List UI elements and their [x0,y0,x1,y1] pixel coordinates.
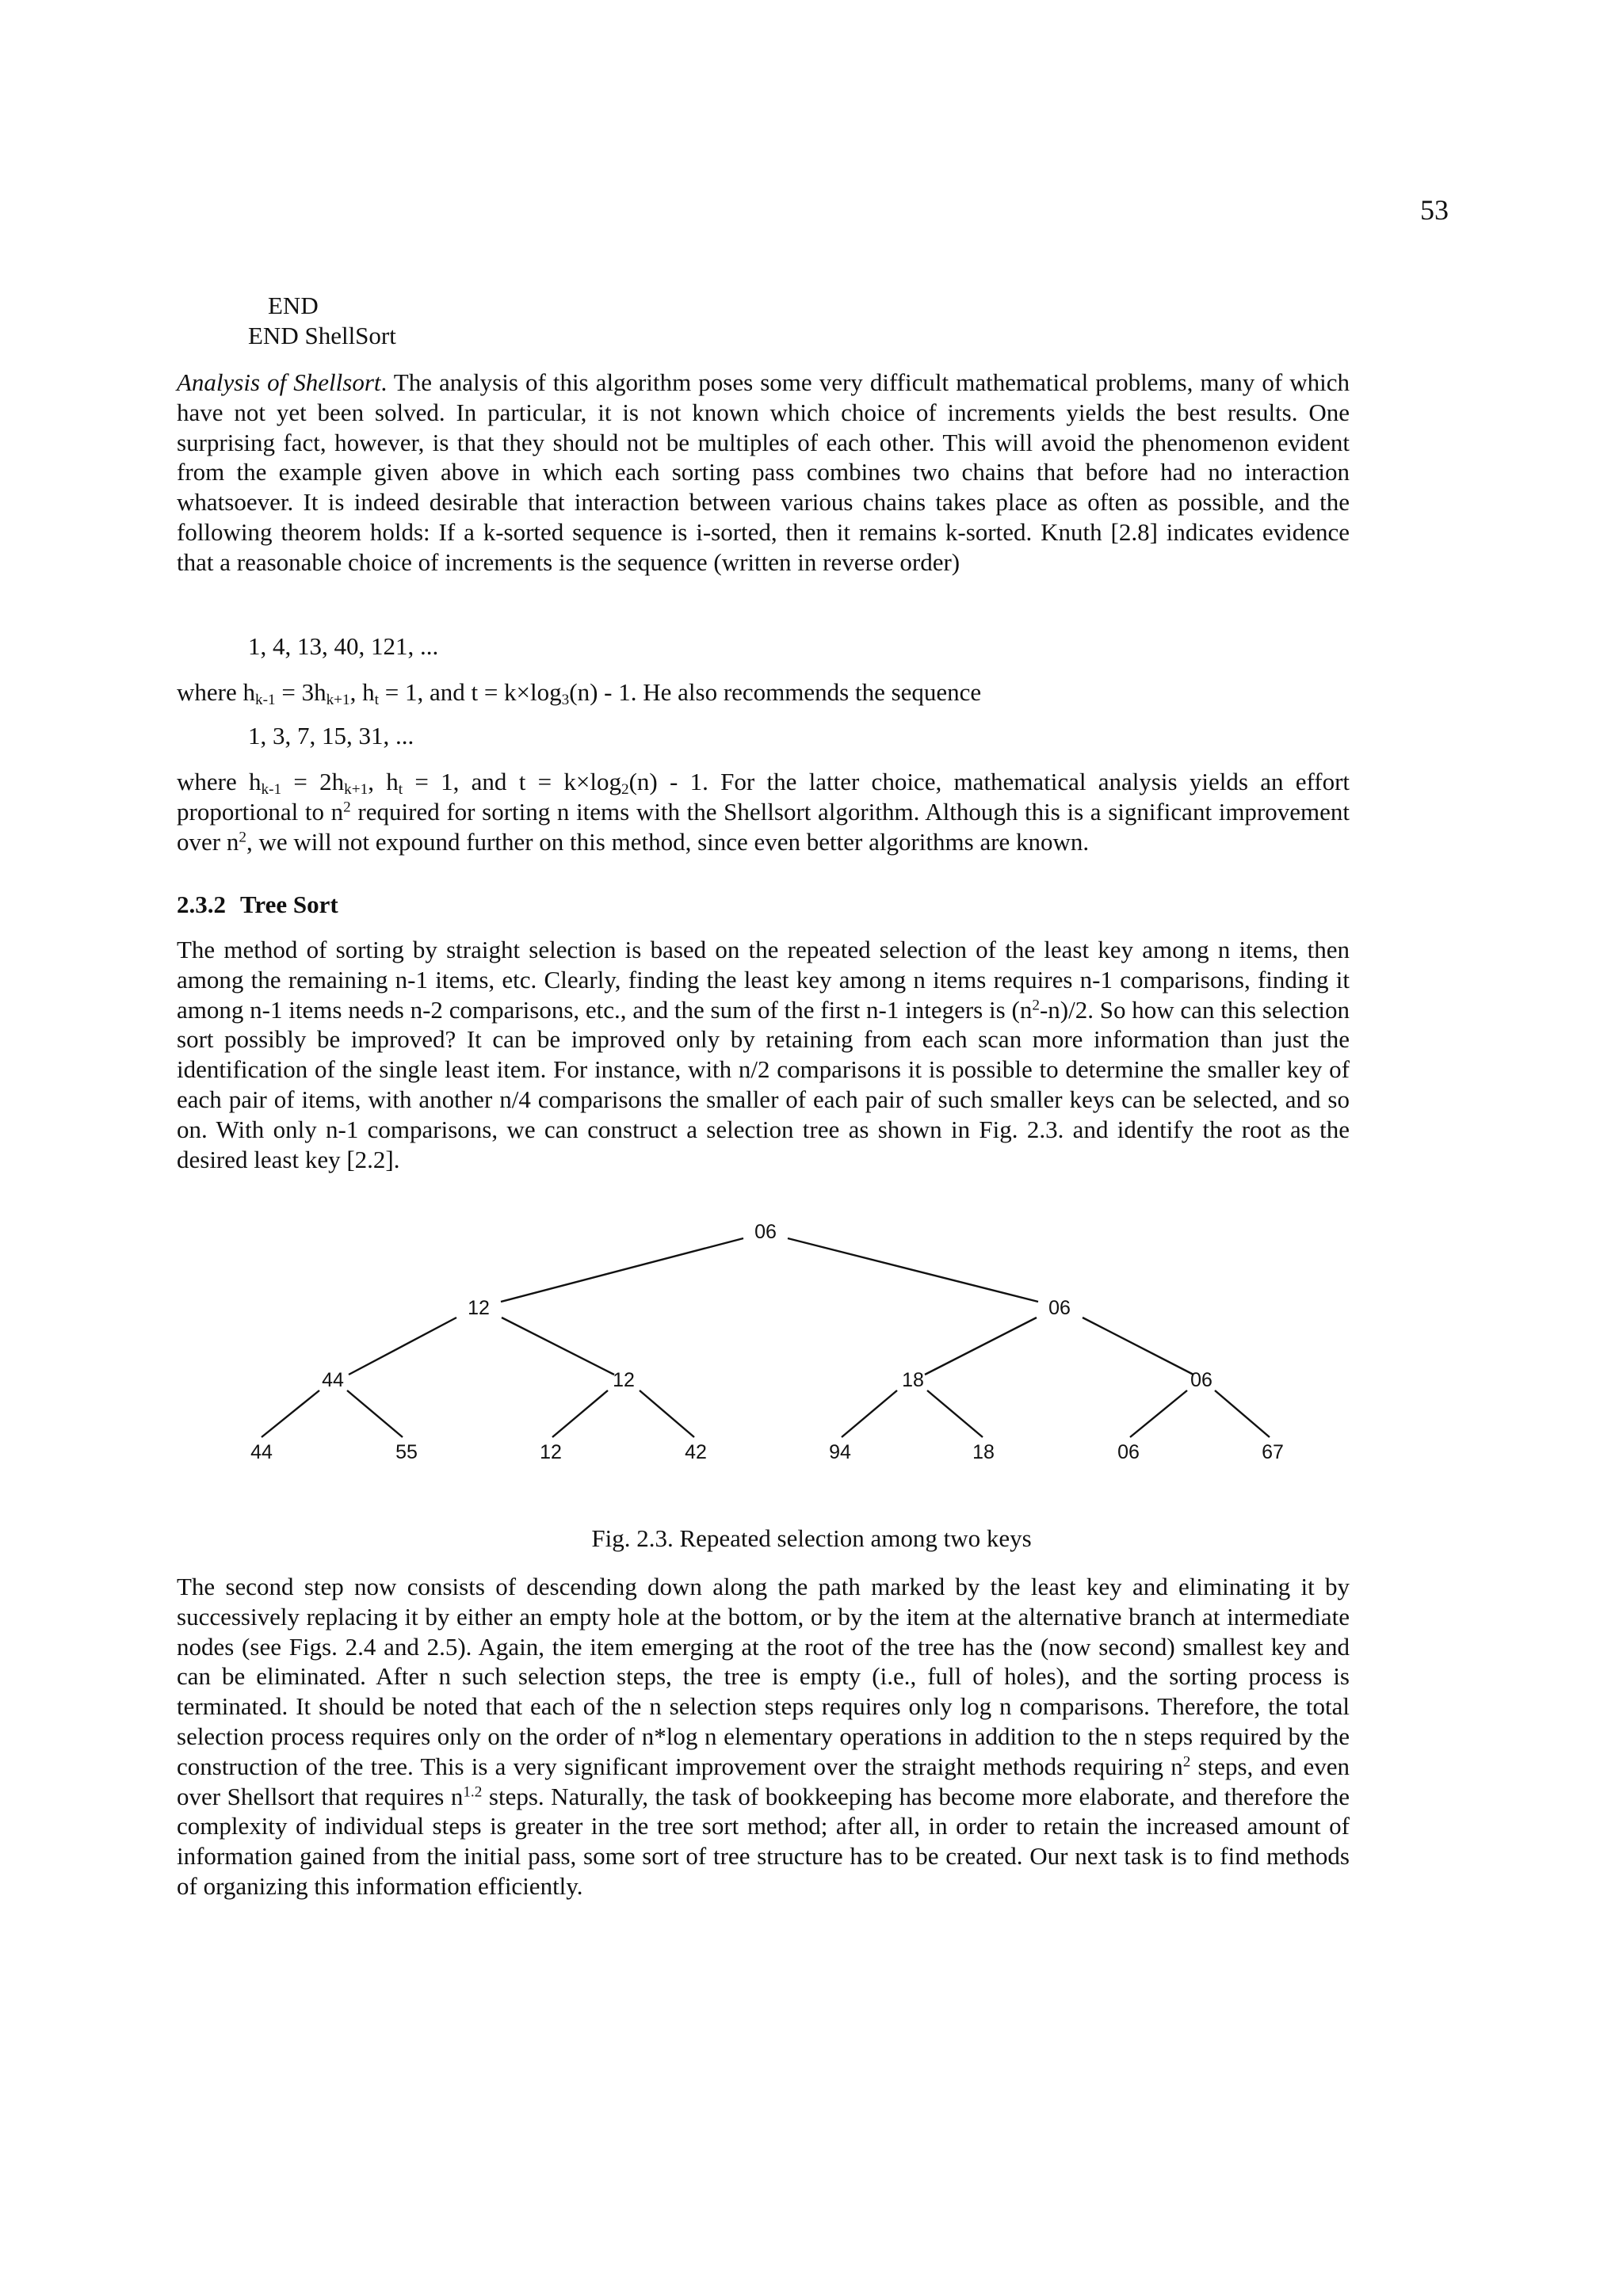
tree-edge [262,1390,319,1437]
tree-sort-sup: 2 [1032,997,1040,1014]
tree-edge [501,1238,743,1302]
tree-edge [552,1390,608,1437]
formula-1-sub: 3 [561,691,570,708]
tree-leaf: 12 [540,1441,562,1463]
formula-1-text: , h [349,678,375,706]
tree-leaf: 94 [829,1441,851,1463]
tree-node: 06 [1048,1297,1071,1319]
formula-2-sub: t [398,780,403,798]
section-number: 2.3.2 [177,891,226,918]
formula-2-sup: 2 [343,799,351,816]
formula-2-text: = 1, and t = k×log [403,768,621,795]
tree-edge [1130,1390,1187,1437]
analysis-lead: Analysis of Shellsort [177,368,381,396]
second-step-text: The second step now consists of descending down along the path marked by the least key and eliminating it by successively replacing it by either an empty hole at the bottom, or by the item at the alternative branch at intermediate nodes (see Figs. 2.4 and 2.5). Again, the item emerging at the root of the tree has the (now second) smallest key and can be eliminated. After n such selection steps, the tree is empty (i.e., full of holes), and the sorting process is terminated. It should be noted that each of the n selection steps requires only log n comparisons. Therefore, the total selection process requires only on the order of n*log n elementary operations in addition to the n steps required by the construction of the tree. This is a very significant improvement over the straight methods requiring n [177,1573,1350,1780]
tree-node: 12 [468,1297,490,1319]
formula-2-text: , h [368,768,399,795]
tree-node: 44 [322,1369,344,1391]
second-step-text: steps. Naturally, the task of bookkeeping has become more elaborate, and therefore the complexity of individual steps is greater in the tree sort method; after all, in order to retain the increased amount of information gained from the initial pass, some sort of tree structure has to be created. Our next task is to find methods of organizing this information efficiently. [177,1782,1350,1900]
page-number: 53 [1420,194,1449,226]
code-end-shellsort: END ShellSort [248,322,396,349]
second-step-text: steps, and even over Shellsort that requires n [177,1752,1350,1810]
formula-2-text: (n) - 1. For the latter choice, mathematical analysis yields an effort proportional to n [177,768,1350,826]
tree-edge [640,1390,694,1437]
formula-1-text: = 3h [275,678,327,706]
increment-sequence-2: 1, 3, 7, 15, 31, ... [248,722,414,749]
tree-leaf: 42 [685,1441,707,1463]
figure-caption: Fig. 2.3. Repeated selection among two keys [591,1524,1032,1552]
second-step-sup: 2 [1182,1753,1191,1771]
tree-leaf: 18 [972,1441,995,1463]
formula-2-sub: k-1 [261,780,282,798]
tree-edge [842,1390,897,1437]
tree-edge [502,1318,614,1375]
formula-1-text: (n) - 1. He also recommends the sequence [569,678,982,706]
section-title: Tree Sort [240,891,338,918]
formula-2-sub: 2 [621,780,629,798]
formula-1-sub: t [374,691,379,708]
tree-edge [1083,1318,1193,1375]
tree-node: 06 [1190,1369,1212,1391]
tree-node: 12 [613,1369,635,1391]
tree-edge [788,1238,1038,1302]
tree-edge [347,1390,403,1437]
tree-edge [927,1390,983,1437]
tree-leaf: 55 [395,1441,418,1463]
formula-2-text: = 2h [281,768,345,795]
formula-1-text: = 1, and t = k×log [378,678,562,706]
tree-edge [925,1318,1037,1375]
tree-node-root: 06 [754,1221,777,1243]
formula-2-text: required for sorting n items with the Shellsort algorithm. Although this is a significant improvement over n [177,797,1350,856]
tree-edge [349,1318,456,1375]
increment-sequence-1: 1, 4, 13, 40, 121, ... [248,632,439,660]
tree-leaf: 06 [1117,1441,1140,1463]
formula-2-sup: 2 [239,829,246,846]
tree-sort-text: -n)/2. So how can this selection sort possibly be improved? It can be improved only by retaining from each scan more information than just the identification of the single least item. For instance, with n/2 comparisons it is possible to determine the smaller key of each pair of items, with another n/4 comparisons the smaller of each pair of such smaller keys can be selected, and so on. With only n-1 comparisons, we can construct a selection tree as shown in Fig. 2.3. and identify the root as the desired least key [2.2]. [177,995,1350,1173]
formula-2-text: where h [177,768,262,795]
formula-1-sub: k+1 [326,691,350,708]
analysis-text: . The analysis of this algorithm poses some very difficult mathematical problems, many of which have not yet been solved. In particular, it is not known which choice of increments yields the best results. One surprising fact, however, is that they should not be multiples of each other. This will avoid the phenomenon evident from the example given above in which each sorting pass combines two chains that before had no interaction whatsoever. It is indeed desirable that interaction between various chains takes place as often as possible, and the following theorem holds: If a k-sorted sequence is i-sorted, then it remains k-sorted. Knuth [2.8] indicates evidence that a reasonable choice of increments is the sequence (written in reverse order) [177,368,1350,576]
tree-leaf: 67 [1262,1441,1284,1463]
formula-2-text: , we will not expound further on this method, since even better algorithms are known. [246,827,1090,856]
tree-node: 18 [902,1369,924,1391]
tree-leaf: 44 [250,1441,273,1463]
code-end: END [268,292,319,319]
tree-edge [1215,1390,1270,1437]
formula-1-sub: k-1 [254,691,276,708]
second-step-paragraph [177,1572,1350,1901]
formula-2-sub: k+1 [344,780,369,798]
tree-sort-text: The method of sorting by straight selection is based on the repeated selection of the least key among n items, then among the remaining n-1 items, etc. Clearly, finding the least key among n items requires n-1 comparisons, finding it among n-1 items needs n-2 comparisons, etc., and the sum of the first n-1 integers is (n [177,936,1350,1024]
formula-1-text: where h [177,678,255,706]
second-step-sup: 1.2 [463,1783,483,1801]
